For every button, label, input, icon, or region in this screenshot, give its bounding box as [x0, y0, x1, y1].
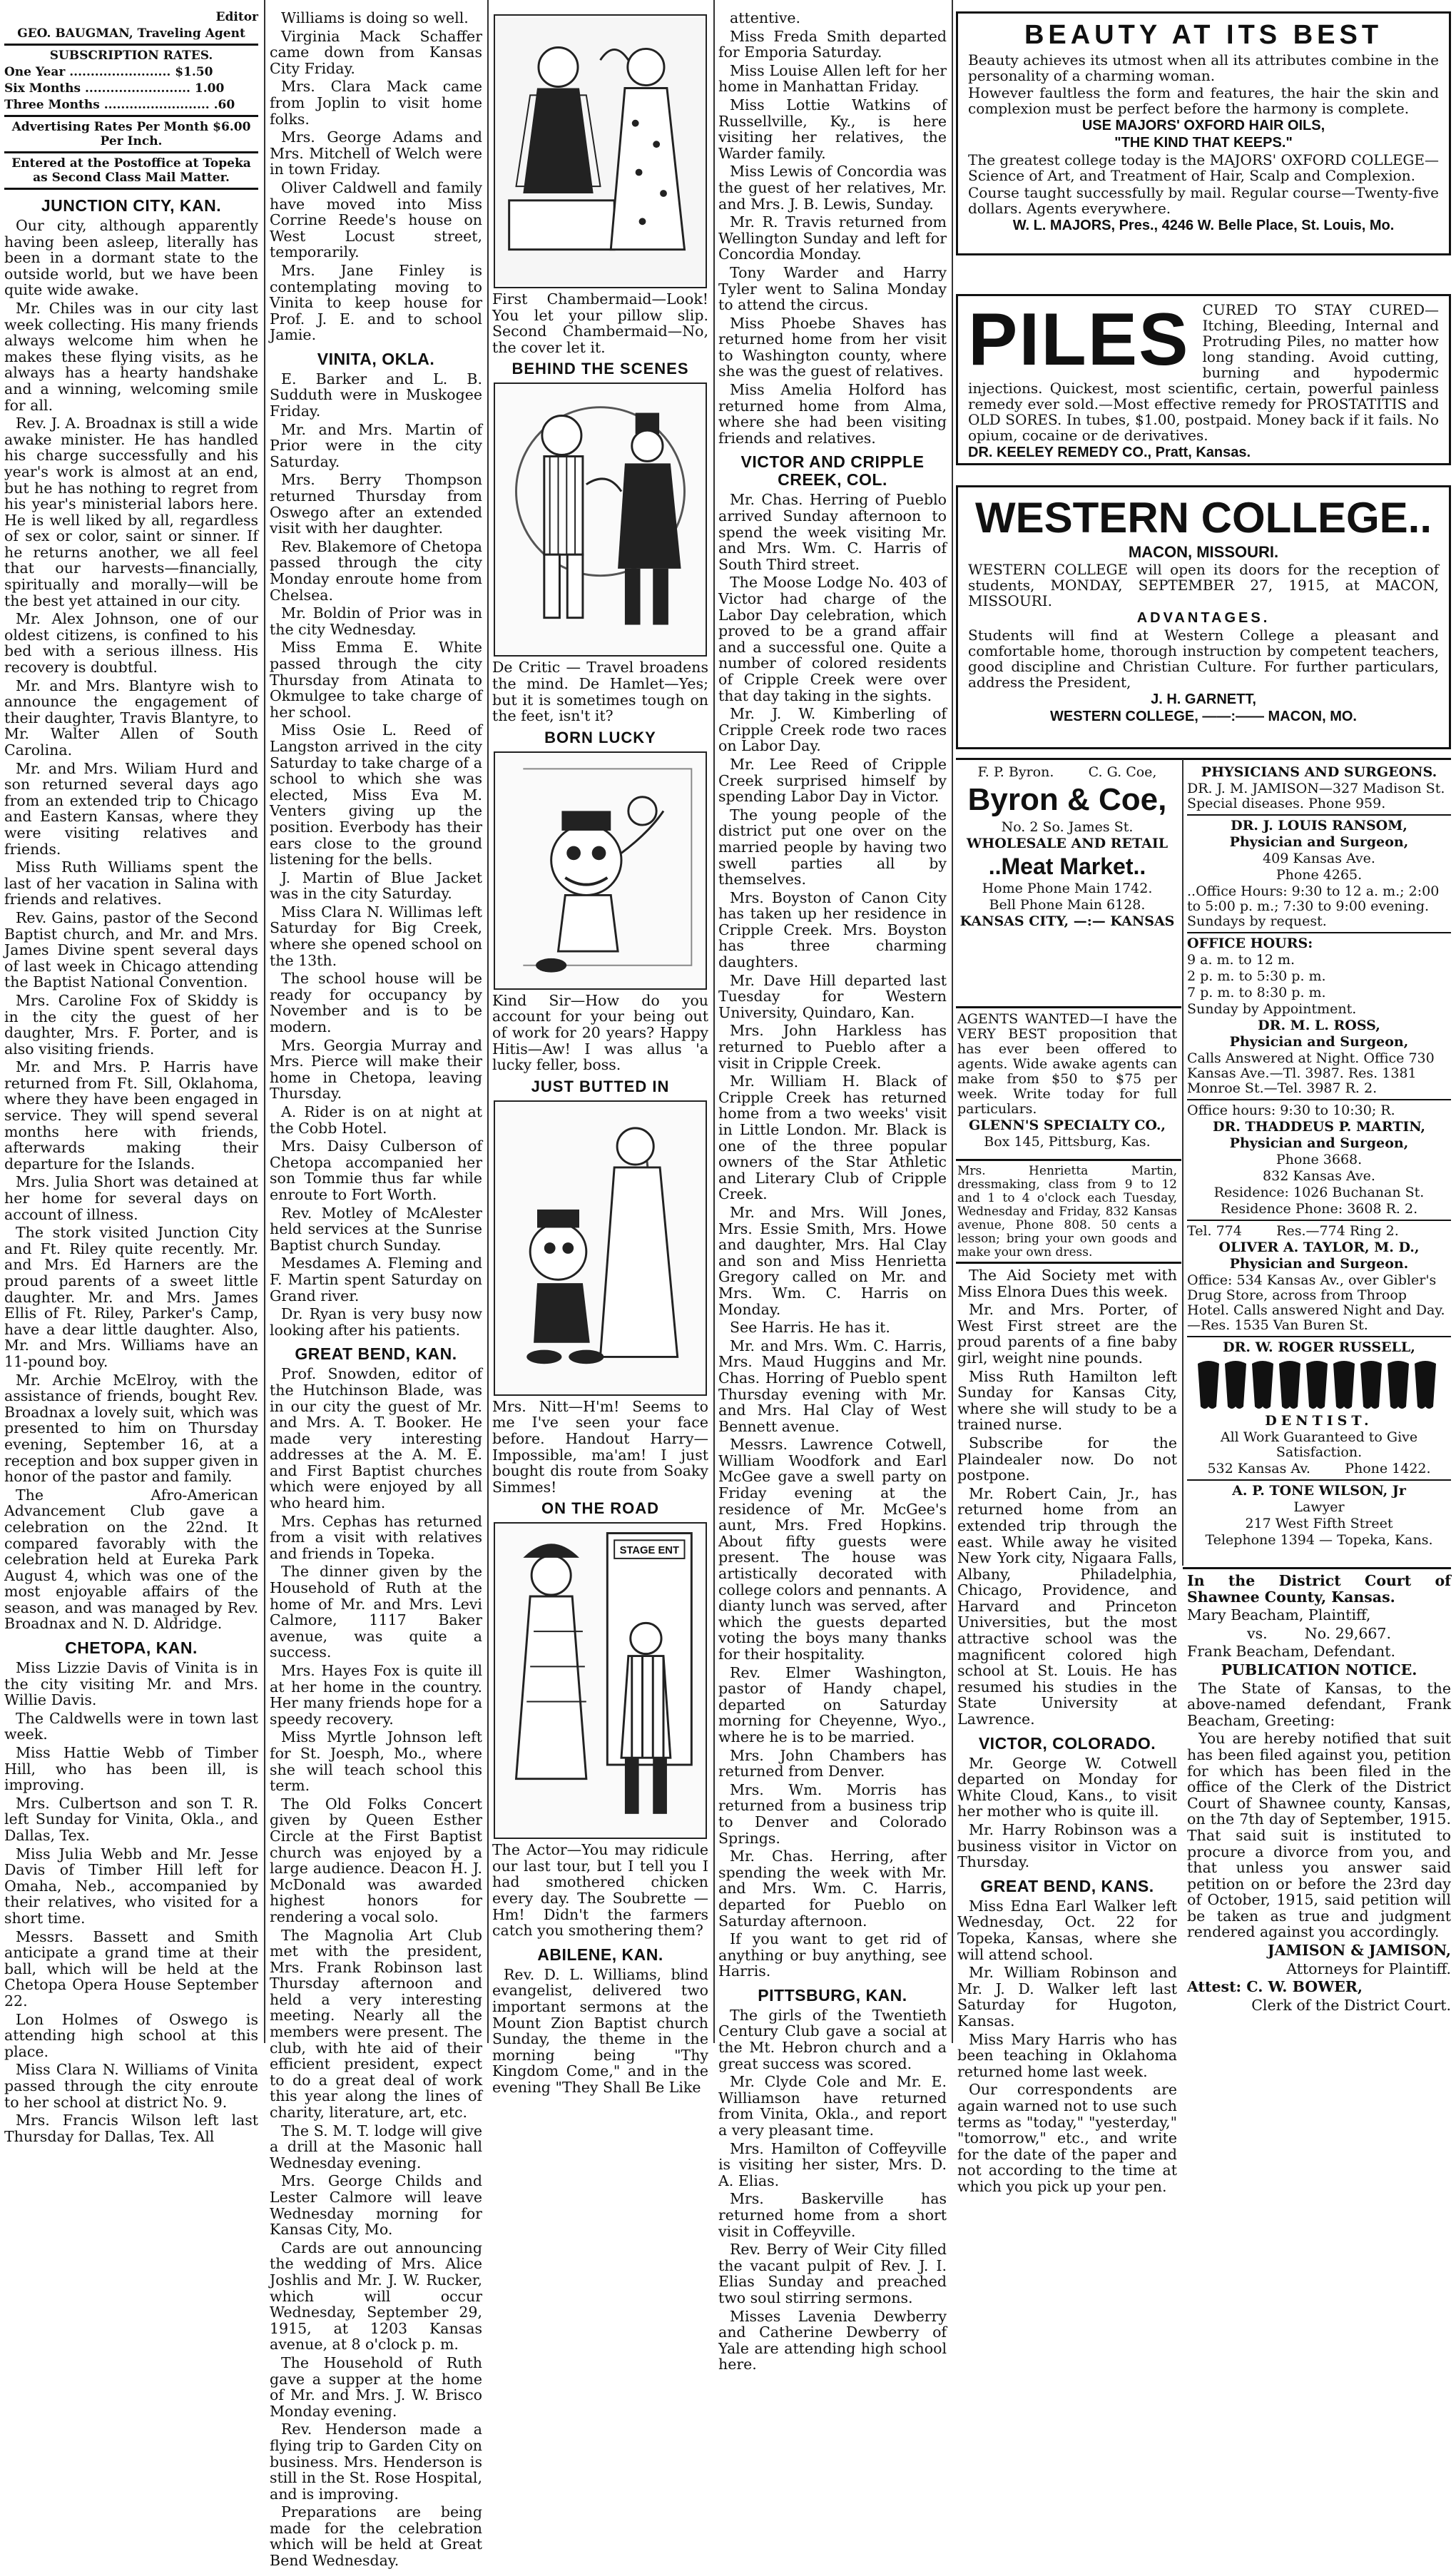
- publication-notice: [1187, 1573, 1451, 2036]
- physician-hours-line: 9 a. m. to 12 m.: [1187, 952, 1295, 968]
- article-paragraph: Mr. Clyde Cole and Mr. E. Williamson have returned from Vinita, Okla., and report a very pleasant time.: [718, 2073, 947, 2139]
- dentist-guarantee: All Work Guaranteed to Give Satisfaction.: [1220, 1429, 1418, 1460]
- article-paragraph: Messrs. Bassett and Smith anticipate a grand time at their ball, which will be held at the Chetopa Opera House September 22.: [4, 1927, 258, 2010]
- physician-ross-calls: Calls Answered at Night. Office 730 Kansas Ave.—Tl. 3987. Res. 1381 Monroe St.—Tel. 3987 R. 2.: [1187, 1050, 1435, 1096]
- article-paragraph: Miss Mary Harris who has been teaching in Oklahoma returned home last week.: [957, 2030, 1177, 2080]
- postoffice-entry: Entered at the Postoffice at Topeka as Second Class Mail Matter.: [11, 156, 251, 185]
- section-heading: VICTOR, COLORADO.: [978, 1733, 1156, 1753]
- article-paragraph: Williams is doing so well.: [281, 9, 469, 26]
- article-paragraph: Mr. and Mrs. Wiliam Hurd and son returned several days ago from an extended trip to Chicago and Eastern Kansas, where they were visiting relatives and friends.: [4, 759, 258, 858]
- article-paragraph: Mrs. Julia Short was detained at her home for several days on account of illness.: [4, 1173, 258, 1223]
- article-paragraph: Mr. and Mrs. Martin of Prior were in the city Saturday.: [270, 420, 482, 470]
- section-heading: PITTSBURG, KAN.: [758, 1985, 907, 2005]
- article-paragraph: Mrs. Cephas has returned from a visit with relatives and friends in Topeka.: [270, 1512, 482, 1562]
- article-paragraph: Oliver Caldwell and family have moved into Miss Corrine Reede's house on West Locust street, temporarily.: [270, 178, 482, 261]
- article-paragraph: A. Rider is on at night at the Cobb Hotel.: [270, 1103, 482, 1137]
- column-3-cartoons: [492, 10, 708, 2096]
- notice-greeting: The State of Kansas, to the above-named defendant, Frank Beacham, Greeting:: [1187, 1679, 1451, 1729]
- ad-agents-company: GLENN'S SPECIALTY CO.,: [968, 1118, 1166, 1133]
- ad-western-location: MACON, MISSOURI.: [1128, 543, 1279, 561]
- cartoon-title: JUST BUTTED IN: [531, 1077, 670, 1095]
- article-paragraph: Mr. Archie McElroy, with the assistance of friends, bought Rev. Broadnax a lovely suit, which was presented to him on Thursday evening, September 16, at a reception and box supper given in honor of the pastor and family.: [4, 1371, 258, 1486]
- article-paragraph: Tony Warder and Harry Tyler went to Salina Monday to attend the circus.: [718, 263, 947, 314]
- physician-martin-name: DR. THADDEUS P. MARTIN,: [1212, 1119, 1426, 1135]
- article-paragraph: Mr. and Mrs. P. Harris have returned from Ft. Sill, Oklahoma, where they have been engaged in service. They will spend several months here with friends, afterwards making their departure for the Islands.: [4, 1058, 258, 1172]
- subscription-heading: SUBSCRIPTION RATES.: [49, 49, 213, 63]
- cartoon-on-the-road: [494, 1522, 707, 1839]
- article-paragraph: Mr. Chiles was in our city last week collecting. His many friends always welcome him when he makes these flying visits, as he always has a hearty handshake and a winning, welcoming smile for all.: [4, 299, 258, 414]
- lawyer-telephone: Telephone 1394 — Topeka, Kans.: [1205, 1532, 1433, 1548]
- physician-hours-line: 7 p. m. to 8:30 p. m.: [1187, 985, 1326, 1000]
- column-5: [957, 1267, 1177, 2195]
- section-heading: CHETOPA, KAN.: [65, 1638, 198, 1658]
- article-paragraph: Mr. Dave Hill departed last Tuesday for Western University, Quindaro, Kan.: [718, 971, 947, 1021]
- ad-byron-coe: [957, 765, 1177, 1000]
- ad-western-footer: WESTERN COLLEGE, ——:—— MACON, MO.: [1050, 709, 1357, 724]
- article-paragraph: Miss Lottie Watkins of Russellville, Ky., is here visiting her relatives, the Warder family.: [718, 96, 947, 162]
- article-paragraph: Miss Emma E. White passed through the city Thursday from Atinata to Okmulgee to take charge of her school.: [270, 639, 482, 721]
- ad-beauty-text: USE MAJORS' OXFORD HAIR OILS,: [1081, 118, 1325, 133]
- ad-western-president: J. H. GARNETT,: [1151, 691, 1256, 707]
- physician-ransom-phone: Phone 4265.: [1276, 867, 1363, 883]
- notice-plaintiff: Mary Beacham, Plaintiff,: [1187, 1606, 1371, 1624]
- article-paragraph: Mrs. Daisy Culberson of Chetopa accompanied her son Tommie thus far while enroute to Fort Worth.: [270, 1137, 482, 1203]
- article-paragraph: E. Barker and L. B. Sudduth were in Muskogee Friday.: [270, 370, 482, 420]
- article-paragraph: Miss Lewis of Concordia was the guest of her relatives, Mr. and Mrs. J. B. Lewis, Sunday.: [718, 163, 947, 213]
- article-paragraph: Miss Phoebe Shaves has returned home from her visit to Washington county, where she was the guest of relatives.: [718, 314, 947, 380]
- article-paragraph: Mrs. John Chambers has returned from Denver.: [718, 1746, 947, 1780]
- article-paragraph: The Caldwells were in town last week.: [4, 1709, 258, 1743]
- article-paragraph: Mrs. Clara Mack came from Joplin to visit home folks.: [270, 78, 482, 128]
- column-2: [270, 9, 482, 2569]
- physician-ransom-hours: ..Office Hours: 9:30 to 12 a. m.; 2:00 to 5:00 p. m.; 7:30 to 9:00 evening. Sundays by request.: [1187, 883, 1440, 929]
- article-paragraph: Mr. Boldin of Prior was in the city Wednesday.: [270, 604, 482, 638]
- lawyer-name: A. P. TONE WILSON, Jr: [1232, 1483, 1406, 1499]
- article-paragraph: Dr. Ryan is very busy now looking after his patients.: [270, 1305, 482, 1339]
- section-heading: VINITA, OKLA.: [317, 349, 435, 368]
- physician-hours-line: 2 p. m. to 5:30 p. m.: [1187, 968, 1326, 984]
- masthead-editor: Editor: [215, 10, 258, 24]
- ad-agents-text: AGENTS WANTED—I have the VERY BEST proposition that has ever been offered to agents. Wide awake agents can make from $50 to $75 per week. Write today for full particulars.: [957, 1011, 1177, 1117]
- notice-body: You are hereby notified that suit has been filed against you, petition for which has been filed in the office of the Clerk of the District Court of Shawnee county, Kansas, on the 7th day of September, 1915. That said suit is instituted to procure a divorce from you, and that unless you answer said petition on or before the 23rd day of October, 1915, said petition will be taken as true and judgment rendered against you accordingly.: [1187, 1730, 1451, 1941]
- directory-heading: PHYSICIANS AND SURGEONS.: [1201, 764, 1437, 780]
- chambermaids-illustration: [495, 16, 706, 287]
- ad-beauty-text: "THE KIND THAT KEEPS.": [1114, 135, 1293, 151]
- teeth-icon: [1187, 1357, 1451, 1414]
- column-1: [4, 10, 258, 2145]
- cartoon-title: BORN LUCKY: [544, 728, 656, 746]
- article-paragraph: The Household of Ruth gave a supper at the home of Mr. and Mrs. J. W. Brisco Monday evening.: [270, 2353, 482, 2420]
- article-paragraph: Mr. J. W. Kimberling of Cripple Creek rode two races on Labor Day.: [718, 705, 947, 755]
- notice-vs: vs. No. 29,667.: [1247, 1624, 1391, 1642]
- ad-piles-title: PILES: [968, 298, 1190, 381]
- article-paragraph: Miss Freda Smith departed for Emporia Saturday.: [718, 27, 947, 61]
- column-5-body: [957, 1267, 1177, 2194]
- ad-beauty-address: W. L. MAJORS, Pres., 4246 W. Belle Place, St. Louis, Mo.: [1012, 218, 1395, 233]
- article-paragraph: Mr. Chas. Herring, after spending the week with Mr. and Mrs. Wm. C. Harris, departed for Pueblo on Saturday afternoon.: [718, 1848, 947, 1930]
- section-heading: VICTOR AND CRIPPLE CREEK, COL.: [740, 452, 925, 490]
- ad-western-text: WESTERN COLLEGE will open its doors for the reception of students, MONDAY, SEPTEMBER 27, 1915, at MACON, MISSOURI.: [968, 561, 1439, 609]
- ad-byron-city: KANSAS CITY, —:— KANSAS: [959, 913, 1175, 929]
- article-paragraph: Mr. William H. Black of Cripple Creek has returned home from a two weeks' visit in Little London. Mr. Black is one of the three popular owners of the Star Athletic and Literary Club of Cripple Creek.: [718, 1073, 947, 1203]
- article-paragraph: Subscribe for the Plaindealer now. Do not postpone.: [957, 1434, 1177, 1484]
- just-butted-in-illustration: [495, 1102, 706, 1394]
- column-rule: [1182, 759, 1183, 1566]
- article-paragraph: Mr. and Mrs. Blantyre wish to announce the engagement of their daughter, Travis Blantyre, to Mr. Walter Allen of South Carolina.: [4, 677, 258, 759]
- cartoon-caption: Mrs. Nitt—H'm! Seems to me I've seen your face before. Handout Harry—Impossible, ma'am! I just bought dis route from Soaky Simmes!: [492, 1397, 708, 1496]
- cartoon-caption: First Chambermaid—Look! You let your pillow slip. Second Chambermaid—No, the cover let it.: [492, 290, 708, 356]
- article-paragraph: Miss Louise Allen left for her home in Manhattan Friday.: [718, 61, 947, 96]
- article-paragraph: The school house will be ready for occupancy by November and is to be modern.: [270, 970, 482, 1036]
- ad-byron-phone: Bell Phone Main 6128.: [989, 897, 1146, 913]
- article-paragraph: Mrs. Berry Thompson returned Thursday from Oswego after an extended visit with her daughter.: [270, 471, 482, 537]
- physicians-directory: [1187, 765, 1451, 1564]
- advertising-rates: Advertising Rates Per Month $6.00 Per Inch.: [11, 120, 251, 148]
- ad-agents-wanted: [957, 1012, 1177, 1155]
- article-paragraph: Mrs. Jane Finley is contemplating moving to Vinita to keep house for Prof. J. E. and to school Jamie.: [270, 261, 482, 344]
- article-paragraph: Mr. R. Travis returned from Wellington Sunday and left for Concordia Monday.: [718, 213, 947, 263]
- article-paragraph: Mr. Harry Robinson was a business visitor in Victor on Thursday.: [957, 1821, 1177, 1871]
- dentist-name: DR. W. ROGER RUSSELL,: [1223, 1339, 1415, 1355]
- article-paragraph: Rev. Elmer Washington, pastor of Handy chapel, departed on Saturday morning for Cheyenne, Wyo., where he is to be married.: [718, 1663, 947, 1745]
- article-paragraph: attentive.: [730, 9, 801, 26]
- article-paragraph: The girls of the Twentieth Century Club gave a social at the Mt. Hebron church and a great success was scored.: [718, 2006, 947, 2072]
- article-paragraph: J. Martin of Blue Jacket was in the city Saturday.: [270, 868, 482, 903]
- article-paragraph: Messrs. Lawrence Cotwell, William Woodfork and Earl McGee gave a swell party on Friday evening at the residence of Mr. McGee's aunt, Mrs. Fred Hopkins. About fifty guests were present. The house was artistically decorated with college colors and pennants. A dianty lunch was served, after which the guests departed voting the boys many thanks for their hospitality.: [718, 1436, 947, 1663]
- physician-ransom-name: DR. J. LOUIS RANSOM,: [1231, 818, 1407, 833]
- article-paragraph: Lon Holmes of Oswego is attending high school at this place.: [4, 2010, 258, 2060]
- article-paragraph: Mr. Lee Reed of Cripple Creek surprised himself by spending Labor Day in Victor.: [718, 755, 947, 806]
- article-paragraph: The Old Folks Concert given by Queen Esther Circle at the First Baptist church was enjoyed by a large audience. Deacon H. J. McDonald was awarded highest honors for rendering a vocal solo.: [270, 1795, 482, 1925]
- physician-ross-title: Physician and Surgeon,: [1229, 1034, 1409, 1050]
- notice-court: In the District Court of Shawnee County, Kansas.: [1187, 1572, 1451, 1606]
- article-paragraph: Mrs. Baskerville has returned home from a short visit in Coffeyville.: [718, 2190, 947, 2240]
- article-paragraph: Mrs. Hamilton of Coffeyville is visiting her sister, Mrs. D. A. Elias.: [718, 2139, 947, 2189]
- ad-byron-title: Byron & Coe,: [967, 782, 1167, 817]
- article-paragraph: Miss Ruth Hamilton left Sunday for Kansas City, where she will study to be a trained nurse.: [957, 1367, 1177, 1434]
- column-rule: [952, 0, 953, 2043]
- article-paragraph: Rev. Berry of Weir City filled the vacant pulpit of Rev. J. I. Elias Sunday and preached two soul stirring sermons.: [718, 2241, 947, 2306]
- dentist-label: DENTIST.: [1265, 1413, 1373, 1429]
- article-paragraph: Misses Lavenia Dewberry and Catherine Dewberry of Yale are attending high school here.: [718, 2307, 947, 2373]
- article-paragraph: Virginia Mack Schaffer came down from Kansas City Friday.: [270, 27, 482, 77]
- article-paragraph: Mrs. George Childs and Lester Calmore will leave Wednesday morning for Kansas City, Mo.: [270, 2172, 482, 2239]
- lawyer-title: Lawyer: [1293, 1499, 1345, 1515]
- dentist-address: 532 Kansas Av. Phone 1422.: [1207, 1461, 1431, 1476]
- ad-byron-address: No. 2 So. James St.: [1001, 819, 1134, 835]
- article-paragraph: The Aid Society met with Miss Elnora Dues this week.: [957, 1267, 1177, 1300]
- cartoon-just-butted-in: [494, 1100, 707, 1396]
- physician-taylor-tel: Tel. 774 Res.—774 Ring 2.: [1187, 1223, 1399, 1239]
- physician-martin-residence: Residence: 1026 Buchanan St.: [1213, 1185, 1425, 1200]
- notice-heading: PUBLICATION NOTICE.: [1221, 1661, 1417, 1678]
- article-paragraph: Mr. and Mrs. Will Jones, Mrs. Essie Smith, Mrs. Howe and daughter, Mrs. Hal Clay and son and Miss Henrietta Gregory called on Mr. and Mrs. Wm. C. Harris on Monday.: [718, 1203, 947, 1318]
- column-1-body: [4, 197, 258, 2144]
- article-paragraph: Rev. D. L. Williams, blind evangelist, delivered two important sermons at the Mount Zion Baptist church Sunday, the theme in the morning being "Thy Kingdom Come," and in the evening "They Shall Be Like: [492, 1965, 708, 2096]
- article-paragraph: Mr. Alex Johnson, one of our oldest citizens, is confined to his bed with a serious illness. His recovery is doubtful.: [4, 610, 258, 677]
- article-paragraph: Miss Edna Earl Walker left Wednesday, Oct. 22 for Topeka, Kansas, where she will attend school.: [957, 1897, 1177, 1963]
- cartoon-behind-the-scenes: [494, 382, 707, 657]
- divider: [956, 1006, 1181, 1008]
- cartoon-born-lucky: [494, 751, 707, 990]
- stage-entrance-sign: STAGE ENT: [619, 1545, 679, 1557]
- article-paragraph: The S. M. T. lodge will give a drill at the Masonic hall Wednesday evening.: [270, 2122, 482, 2172]
- divider: [956, 1262, 1181, 1264]
- article-paragraph: Mrs. Georgia Murray and Mrs. Pierce will make their home in Chetopa, leaving Thursday.: [270, 1036, 482, 1103]
- article-paragraph: Preparations are being made for the celebration which will be held at Great Bend Wednesday.: [270, 2503, 482, 2569]
- column-rule: [487, 0, 489, 2043]
- column-4: [718, 9, 947, 2373]
- ad-byron-phone: Home Phone Main 1742.: [982, 881, 1153, 896]
- article-paragraph: Mrs. Culbertson and son T. R. left Sunday for Vinita, Okla., and Dallas, Tex.: [4, 1794, 258, 1844]
- article-paragraph: Miss Clara N. Willimas left Saturday for Big Creek, where she opened school on the 13th.: [270, 903, 482, 969]
- notice-attest: Attest: C. W. BOWER,: [1187, 1978, 1363, 1996]
- lawyer-address: 217 West Fifth Street: [1245, 1516, 1393, 1531]
- ad-beauty-text: Beauty achieves its utmost when all its attributes combine in the personality of a charming woman.: [968, 51, 1439, 84]
- article-paragraph: Mr. George W. Cotwell departed on Monday for White Cloud, Kans., to visit her mother who is quite ill.: [957, 1754, 1177, 1820]
- subscription-rate: One Year ........................ $1.50: [4, 65, 213, 79]
- divider: [956, 1159, 1181, 1161]
- column-rule: [264, 0, 265, 2043]
- article-paragraph: Mrs. George Adams and Mrs. Mitchell of Welch were in town Friday.: [270, 128, 482, 178]
- ad-western-advantages: ADVANTAGES.: [1136, 610, 1271, 626]
- article-paragraph: Miss Clara N. Williams of Vinita passed through the city enroute to her school at district No. 9.: [4, 2061, 258, 2111]
- physician-martin-title: Physician and Surgeon,: [1229, 1135, 1409, 1151]
- ad-western-college: [956, 485, 1451, 749]
- article-paragraph: The stork visited Junction City and Ft. Riley quite recently. Mr. and Mrs. Ed Harners are the proud parents of a sweet little daughter. Mr. and Mrs. James Ellis of Ft. Riley, Parker's Camp, have a dear little daughter. Also, Mr. and Mrs. Williams have an 11-pound boy.: [4, 1224, 258, 1370]
- physician-office-hours: OFFICE HOURS:: [1187, 936, 1313, 951]
- article-paragraph: Mrs. Francis Wilson left last Thursday for Dallas, Tex. All: [4, 2112, 258, 2145]
- article-paragraph: Rev. Gains, pastor of the Second Baptist church, and Mr. and Mrs. James Divine spent several days of last week in Chicago attending the Baptist National Convention.: [4, 908, 258, 991]
- ad-piles-text: CURED TO STAY CURED—Itching, Bleeding, Internal and Protruding Piles, no matter how long standing. Avoid cutting, burning and hypodermic injections. Quickest, most scientific, certain, powerful painless remedy ever sold.—Most effective remedy for PROSTATITIS and OLD SORES. In tubes, $1.00, postpaid. Money back if it fails. No opium, cocaine or de derivatives.: [968, 301, 1439, 444]
- ad-byron-names: F. P. Byron. C. G. Coe,: [977, 764, 1157, 780]
- section-heading: GREAT BEND, KANS.: [980, 1876, 1154, 1895]
- article-paragraph: Rev. Motley of McAlester held services at the Sunrise Baptist church Sunday.: [270, 1204, 482, 1254]
- divider: [1183, 1567, 1451, 1569]
- article-paragraph: Mrs. John Harkless has returned to Pueblo after a visit in Cripple Creek.: [718, 1022, 947, 1072]
- physician-hours-line: Sunday by Appointment.: [1187, 1001, 1357, 1017]
- article-paragraph: The dinner given by the Household of Ruth at the home of Mr. and Mrs. Levi Calmore, 1117 Baker avenue, was quite a success.: [270, 1563, 482, 1661]
- article-paragraph: Mrs. Wm. Morris has returned from a business trip to Denver and Colorado Springs.: [718, 1780, 947, 1847]
- born-lucky-illustration: [495, 753, 706, 988]
- article-paragraph: Rev. Henderson made a flying trip to Garden City on business. Mrs. Henderson is still in the St. Rose Hospital, and is improving.: [270, 2421, 482, 2503]
- section-heading: ABILENE, KAN.: [537, 1945, 663, 1964]
- article-paragraph: Miss Lizzie Davis of Vinita is in the city visiting Mr. and Mrs. Willie Davis.: [4, 1659, 258, 1709]
- cartoon-title: BEHIND THE SCENES: [511, 360, 689, 378]
- article-paragraph: See Harris. He has it.: [730, 1319, 890, 1337]
- physician-martin-phone: Phone 3668.: [1276, 1152, 1363, 1167]
- ad-western-title: WESTERN COLLEGE..: [974, 494, 1432, 542]
- cartoon-caption: Kind Sir—How do you account for your being out of work for 20 years? Happy Hitis—Aw! I was allus 'a lucky feller, boss.: [492, 991, 708, 1074]
- article-paragraph: Rev. Blakemore of Chetopa passed through the city Monday enroute home from Chelsea.: [270, 537, 482, 604]
- section-heading: GREAT BEND, KAN.: [295, 1344, 457, 1364]
- ad-byron-type: WHOLESALE AND RETAIL: [966, 836, 1169, 851]
- physician-martin-res-phone: Residence Phone: 3608 R. 2.: [1220, 1201, 1418, 1217]
- physician-ransom-title: Physician and Surgeon,: [1229, 834, 1409, 850]
- subscription-rate: Three Months ......................... .60: [4, 98, 235, 112]
- article-paragraph: Mr. and Mrs. Wm. C. Harris, Mrs. Maud Huggins and Mr. Chas. Horring of Pueblo spent Thursday evening with Mr. and Mrs. Hal Clay of West Bennett avenue.: [718, 1337, 947, 1435]
- cartoon-caption: The Actor—You may ridicule our last tour, but I tell you I had smothered chicken every day. The Soubrette — Hm! Didn't the farmers catch you smothering them?: [492, 1841, 708, 1940]
- article-paragraph: Mrs. Hayes Fox is quite ill at her home in the country. Her many friends hope for a speedy recovery.: [270, 1662, 482, 1728]
- masthead-agent: GEO. BAUGMAN, Traveling Agent: [17, 26, 245, 41]
- section-heading: JUNCTION CITY, KAN.: [41, 196, 222, 215]
- column-rule: [713, 0, 715, 2043]
- article-paragraph: Mr. Robert Cain, Jr., has returned home from an extended trip through the east. While away he visited New York city, Nigaara Falls, Albany, Philadelphia, Chicago, Providence, and Harvard and Princeton Universities, but the most attractive school was the magnificent colored high school at St. Louis. He has resumed his studies in the State University at Lawrence.: [957, 1484, 1177, 1728]
- article-paragraph: Our correspondents are again warned not to use such terms as "today," "yesterday," "tomorrow," etc., and write for the date of the paper and not according to the time at which you pick up your pen.: [957, 2081, 1177, 2195]
- article-paragraph: Rev. J. A. Broadnax is still a wide awake minister. He has handled his charge successfully and his year's work is almost at an end, but he has nothing to regret from his year's ministerial labors here. He is well liked by all, regardless of sex or color, saint or sinner. If he returns another, we all feel that our harvests—financially, spiritually and morally—will be the best yet attained in our city.: [4, 415, 258, 609]
- notice-defendant: Frank Beacham, Defendant.: [1187, 1643, 1395, 1661]
- ad-dressmaking: [957, 1164, 1177, 1260]
- article-paragraph: Miss Ruth Williams spent the last of her vacation in Salina with friends and relatives.: [4, 858, 258, 908]
- article-paragraph: Mr. and Mrs. Porter, of West First street are the proud parents of a fine baby girl, weight nine pounds.: [957, 1301, 1177, 1367]
- physician-taylor-name: OLIVER A. TAYLOR, M. D.,: [1218, 1240, 1420, 1255]
- article-paragraph: The Moose Lodge No. 403 of Victor had charge of the Labor Day celebration, which proved to be a grand affair and a successful one. Quite a number of colored residents of Cripple Creek were over that day taking in the sights.: [718, 574, 947, 704]
- article-paragraph: Miss Osie L. Reed of Langston arrived in the city Saturday to take charge of a school to which she was elected, Miss Eva M. Venters giving up the position. Everbody has their ears close to the ground listening for the bells.: [270, 721, 482, 868]
- article-paragraph: Our city, although apparently having been asleep, literally has been in a dormant state to the outside world, but we have been quite wide awake.: [4, 217, 258, 299]
- cartoon-caption: De Critic — Travel broadens the mind. De Hamlet—Yes; but it is sometimes tough on the feet, isn't it?: [492, 659, 708, 725]
- article-paragraph: Miss Amelia Holford has returned home from Alma, where she had been visiting friends and relatives.: [718, 381, 947, 447]
- ad-western-text: Students will find at Western College a pleasant and comfortable home, thorough instruction by competent teachers, good discipline and Christian Culture. For further particulars, address the President,: [968, 627, 1439, 691]
- article-paragraph: Mesdames A. Fleming and F. Martin spent Saturday on Grand river.: [270, 1255, 482, 1304]
- article-paragraph: Mrs. Boyston of Canon City has taken up her residence in Cripple Creek. Mrs. Boyston has three charming daughters.: [718, 888, 947, 971]
- notice-attorneys-role: Attorneys for Plaintiff.: [1286, 1960, 1451, 1977]
- physician-taylor-text: Office: 534 Kansas Av., over Gibler's Drug Store, across from Throop Hotel. Calls answered Night and Day.—Res. 1535 Van Buren St.: [1187, 1272, 1445, 1333]
- article-paragraph: Mrs. Caroline Fox of Skiddy is in the city the guest of her daughter, Mrs. F. Porter, and is also visiting friends.: [4, 991, 258, 1058]
- ad-piles-footer: DR. KEELEY REMEDY CO., Pratt, Kansas.: [968, 445, 1251, 460]
- article-paragraph: If you want to get rid of anything or buy anything, see Harris.: [718, 1930, 947, 1980]
- physician-martin-hours: Office hours: 9:30 to 10:30; R.: [1187, 1103, 1395, 1118]
- article-paragraph: The young people of the district put one over on the married people by having two swell parties all by themselves.: [718, 806, 947, 888]
- subscription-rate: Six Months ......................... 1.00: [4, 81, 225, 96]
- ad-beauty-title: BEAUTY AT ITS BEST: [1024, 20, 1383, 50]
- cartoon-title: ON THE ROAD: [541, 1499, 659, 1518]
- ad-byron-meat: ..Meat Market..: [988, 853, 1146, 879]
- on-the-road-illustration: [495, 1524, 706, 1838]
- ad-piles: [956, 294, 1451, 465]
- article-paragraph: Miss Myrtle Johnson left for St. Joesph, Mo., where she will teach school this term.: [270, 1728, 482, 1795]
- ad-agents-address: Box 145, Pittsburg, Kas.: [984, 1134, 1151, 1150]
- physician-taylor-title: Physician and Surgeon.: [1229, 1256, 1409, 1272]
- column-2-body: [270, 10, 482, 2569]
- cartoon-chambermaids: [494, 14, 707, 288]
- article-paragraph: Prof. Snowden, editor of the Hutchinson Blade, was in our city the guest of Mr. and Mrs. A. T. Booker. He made very interesting addresses at the A. M. E. and First Baptist churches which were enjoyed by all who heard him.: [270, 1365, 482, 1512]
- article-paragraph: The Afro-American Advancement Club gave a celebration on the 22nd. It compared favorably with the celebration held at Eureka Park August 4, which was one of the most enjoyable affairs of the season, and was managed by Rev. Broadnax and N. D. Aldridge.: [4, 1486, 258, 1633]
- column-4-body: [718, 10, 947, 2373]
- behind-the-scenes-illustration: [495, 384, 706, 655]
- masthead: [4, 10, 258, 190]
- physician-martin-address: 832 Kansas Ave.: [1263, 1168, 1375, 1184]
- article-paragraph: The Magnolia Art Club met with the president, Mrs. Frank Robinson last Thursday afternoon and held a very interesting meeting. Nearly all the members were present. The club, with hte aid of their efficient president, expect to do a great deal of work this year along the lines of charity, literature, art, etc.: [270, 1926, 482, 2122]
- physician-ransom-address: 409 Kansas Ave.: [1263, 851, 1375, 866]
- physician-jamison: DR. J. M. JAMISON—327 Madison St. Special diseases. Phone 959.: [1187, 781, 1445, 811]
- article-paragraph: Miss Julia Webb and Mr. Jesse Davis of Timber Hill left for Omaha, Neb., accompanied by their relatives, who visited for a short time.: [4, 1845, 258, 1927]
- notice-clerk: Clerk of the District Court.: [1251, 1996, 1451, 2014]
- article-paragraph: Miss Hattie Webb of Timber Hill, who has been ill, is improving.: [4, 1744, 258, 1794]
- notice-attorneys: JAMISON & JAMISON,: [1267, 1942, 1451, 1960]
- physician-ross-name: DR. M. L. ROSS,: [1258, 1018, 1380, 1033]
- article-paragraph: Mr. William Robinson and Mr. J. D. Walker left last Saturday for Hugoton, Kansas.: [957, 1964, 1177, 2030]
- article-paragraph: Mr. Chas. Herring of Pueblo arrived Sunday afternoon to spend the week visiting Mr. and Mrs. Wm. C. Harris of South Third street.: [718, 491, 947, 573]
- ad-beauty-text: Course taught successfully by mail. Regular course—Twenty-five dollars. Agents everywhere.: [968, 184, 1439, 217]
- article-paragraph: Cards are out announcing the wedding of Mrs. Alice Joshlis and Mr. J. W. Rucker, which will occur Wednesday, September 29, 1915, at 1203 Kansas avenue, at 8 o'clock p. m.: [270, 2239, 482, 2353]
- ad-beauty: [956, 11, 1451, 255]
- ad-beauty-text: The greatest college today is the MAJORS' OXFORD COLLEGE—Science of Art, and Treatment of Hair, Scalp and Complexion.: [968, 151, 1439, 184]
- ad-dressmaking-text: Mrs. Henrietta Martin, dressmaking, class from 9 to 12 and 1 to 4 o'clock each Tuesday, Wednesday and Friday, 832 Kansas avenue, Phone 808. 50 cents a lesson; bring your own goods and make your own dress.: [957, 1164, 1177, 1260]
- divider: [956, 758, 1451, 760]
- ad-beauty-text: However faultless the form and features, the hair the skin and complexion must be perfect before the harmony is complete.: [968, 84, 1439, 117]
